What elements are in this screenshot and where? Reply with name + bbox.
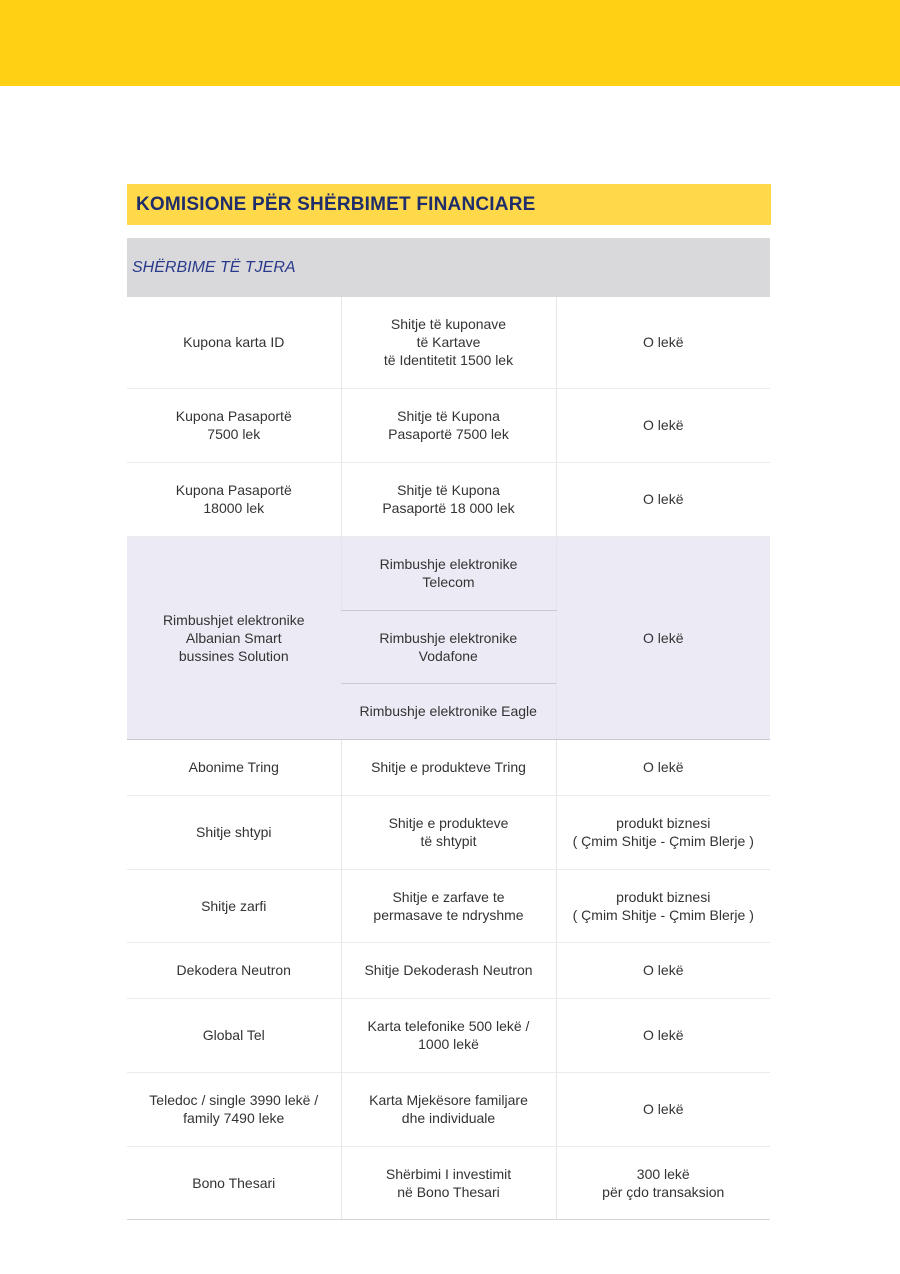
table-row — [127, 739, 770, 795]
table-row — [127, 942, 770, 998]
table-row — [127, 536, 770, 610]
table-row — [127, 388, 770, 462]
service-cell: Kupona Pasaportë 7500 lek — [127, 388, 341, 462]
service-cell: Global Tel — [127, 998, 341, 1072]
fees-table — [127, 297, 770, 1220]
service-cell: Rimbushjet elektronike Albanian Smart bussines Solution — [127, 536, 341, 739]
fee-cell: O lekë — [556, 739, 770, 795]
description-cell: Shitje të Kupona Pasaportë 7500 lek — [341, 388, 556, 462]
description-cell: Karta Mjekësore familjare dhe individuale — [341, 1072, 556, 1146]
description-cell: Rimbushje elektronike Telecom — [341, 536, 556, 610]
table-row — [127, 297, 770, 388]
service-cell: Shitje zarfi — [127, 869, 341, 942]
table-row — [127, 462, 770, 536]
service-cell: Dekodera Neutron — [127, 942, 341, 998]
section-header — [127, 238, 770, 297]
fee-cell: O lekë — [556, 297, 770, 388]
fee-cell: O lekë — [556, 1072, 770, 1146]
fee-cell: O lekë — [556, 942, 770, 998]
fee-cell: produkt biznesi ( Çmim Shitje - Çmim Blerje ) — [556, 795, 770, 869]
fee-cell: O lekë — [556, 536, 770, 739]
description-cell: Shitje e produkteve Tring — [341, 739, 556, 795]
service-cell: Bono Thesari — [127, 1146, 341, 1219]
service-cell: Shitje shtypi — [127, 795, 341, 869]
description-cell: Shërbimi I investimit në Bono Thesari — [341, 1146, 556, 1219]
description-cell: Rimbushje elektronike Eagle — [341, 683, 556, 739]
page-title: KOMISIONE PËR SHËRBIMET FINANCIARE — [136, 193, 536, 215]
description-cell: Shitje të kuponave të Kartave të Identitetit 1500 lek — [341, 297, 556, 388]
top-color-band — [0, 0, 900, 86]
service-cell: Kupona Pasaportë 18000 lek — [127, 462, 341, 536]
page-title-bar — [127, 184, 771, 225]
table-row — [127, 795, 770, 869]
description-cell: Shitje e zarfave te permasave te ndryshme — [341, 869, 556, 942]
description-cell: Shitje e produkteve të shtypit — [341, 795, 556, 869]
fee-cell: produkt biznesi ( Çmim Shitje - Çmim Blerje ) — [556, 869, 770, 942]
fee-cell: O lekë — [556, 462, 770, 536]
fee-cell: 300 lekë për çdo transaksion — [556, 1146, 770, 1219]
description-cell: Shitje Dekoderash Neutron — [341, 942, 556, 998]
section-title: SHËRBIME TË TJERA — [132, 258, 296, 276]
service-cell: Teledoc / single 3990 lekë / family 7490 leke — [127, 1072, 341, 1146]
table-row — [127, 869, 770, 942]
service-cell: Kupona karta ID — [127, 297, 341, 388]
description-cell: Shitje të Kupona Pasaportë 18 000 lek — [341, 462, 556, 536]
fee-cell: O lekë — [556, 998, 770, 1072]
table-row — [127, 1146, 770, 1219]
table-row — [127, 1072, 770, 1146]
fee-cell: O lekë — [556, 388, 770, 462]
description-cell: Rimbushje elektronike Vodafone — [341, 610, 556, 683]
service-cell: Abonime Tring — [127, 739, 341, 795]
description-cell: Karta telefonike 500 lekë / 1000 lekë — [341, 998, 556, 1072]
table-row — [127, 998, 770, 1072]
